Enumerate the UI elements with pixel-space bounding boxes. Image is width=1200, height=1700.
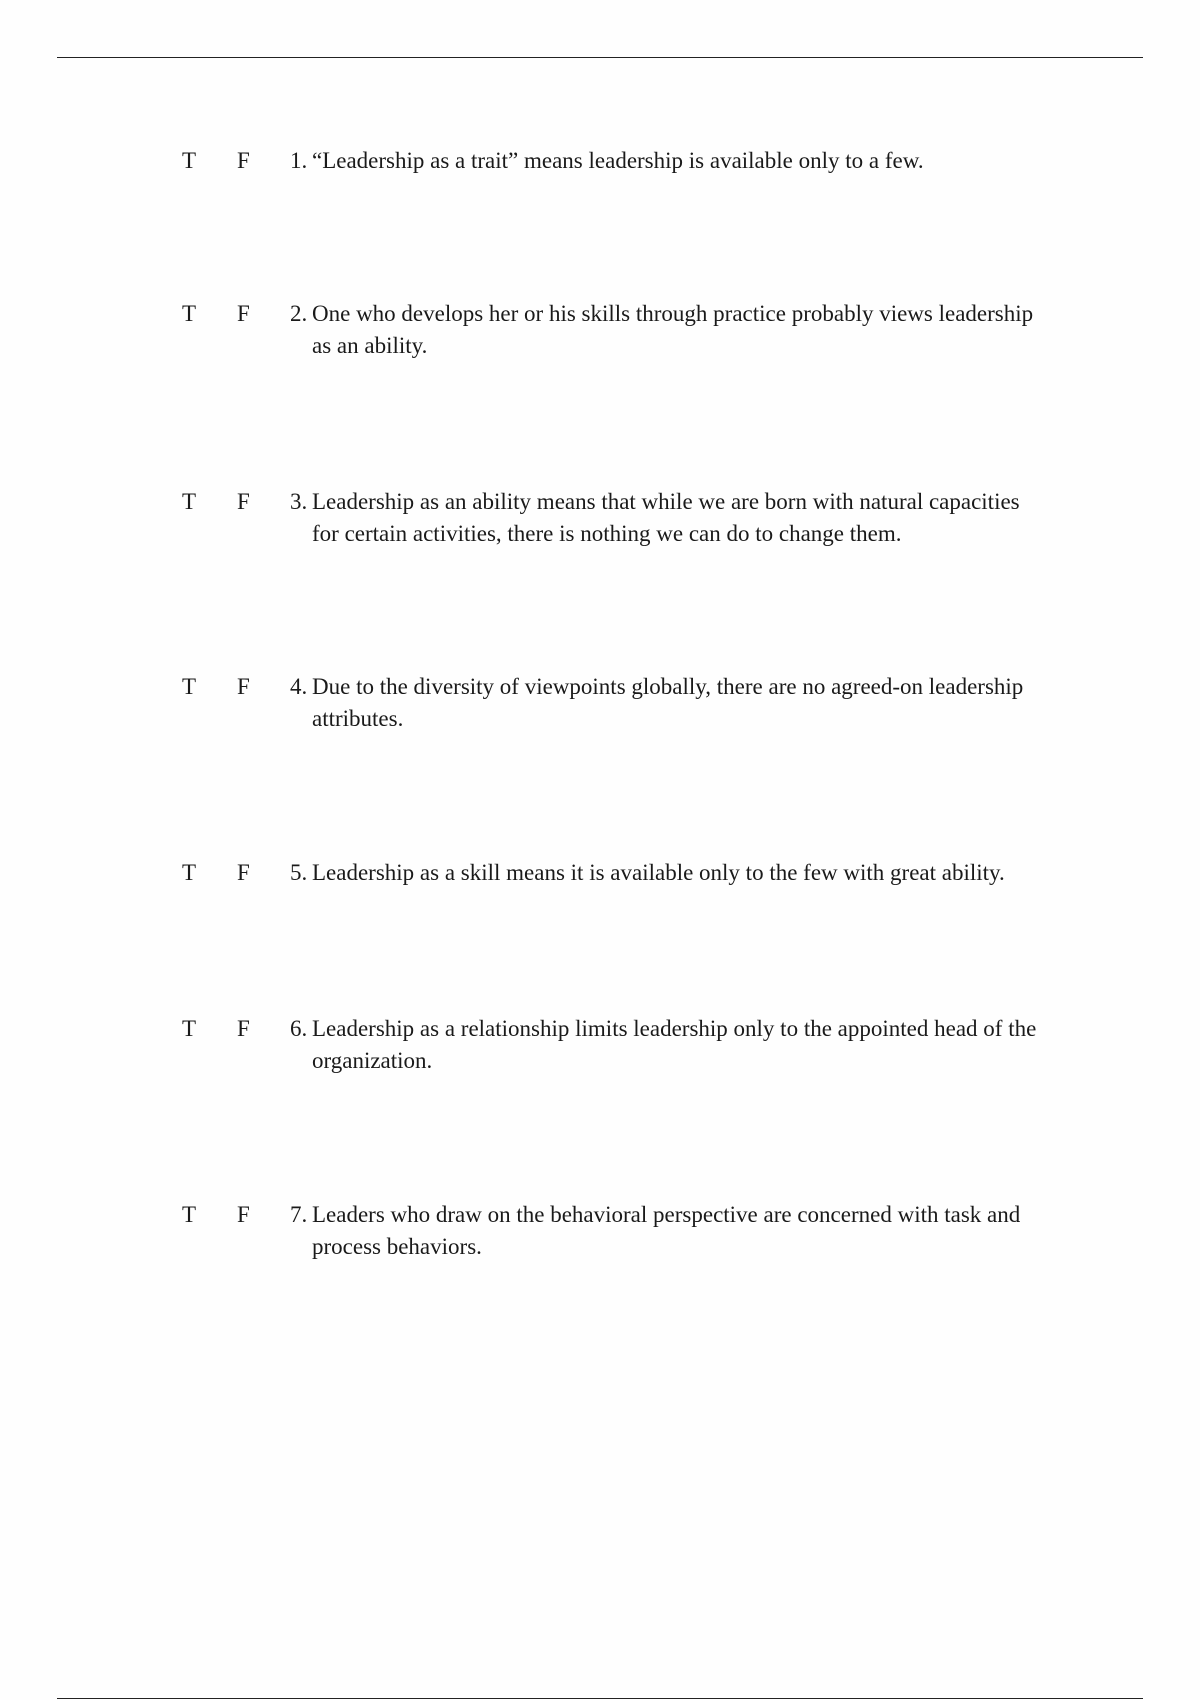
question-text: Leadership as a skill means it is available only to the few with great ability. [312, 860, 1005, 885]
question-text: Leadership as a relationship limits leadership only to the appointed head of the organization. [312, 1016, 1037, 1073]
top-rule [57, 57, 1143, 58]
false-option[interactable]: F [237, 489, 250, 514]
true-option[interactable]: T [182, 1202, 197, 1227]
true-option[interactable]: T [182, 489, 197, 514]
false-option[interactable]: F [237, 148, 250, 173]
question-number: 7. [290, 1202, 308, 1227]
true-option[interactable]: T [182, 301, 197, 326]
true-option[interactable]: T [182, 674, 197, 699]
false-option[interactable]: F [237, 1202, 250, 1227]
false-option[interactable]: F [237, 1016, 250, 1041]
question-text: One who develops her or his skills through practice probably views leadership as an ability. [312, 301, 1034, 358]
true-option[interactable]: T [182, 860, 197, 885]
bottom-rule [57, 1698, 1143, 1699]
question-text: Leaders who draw on the behavioral perspective are concerned with task and process behaviors. [312, 1202, 1021, 1259]
question-number: 6. [290, 1016, 308, 1041]
false-option[interactable]: F [237, 860, 250, 885]
false-option[interactable]: F [237, 674, 250, 699]
question-number: 4. [290, 674, 308, 699]
question-number: 3. [290, 489, 308, 514]
question-text: Leadership as an ability means that while we are born with natural capacities for certain activities, there is nothing we can do to change them. [312, 489, 1020, 546]
question-text: Due to the diversity of viewpoints globally, there are no agreed-on leadership attributes. [312, 674, 1024, 731]
question-number: 5. [290, 860, 308, 885]
question-number: 2. [290, 301, 308, 326]
question-text: “Leadership as a trait” means leadership is available only to a few. [312, 148, 924, 173]
true-option[interactable]: T [182, 1016, 197, 1041]
question-number: 1. [290, 148, 308, 173]
false-option[interactable]: F [237, 301, 250, 326]
true-option[interactable]: T [182, 148, 197, 173]
